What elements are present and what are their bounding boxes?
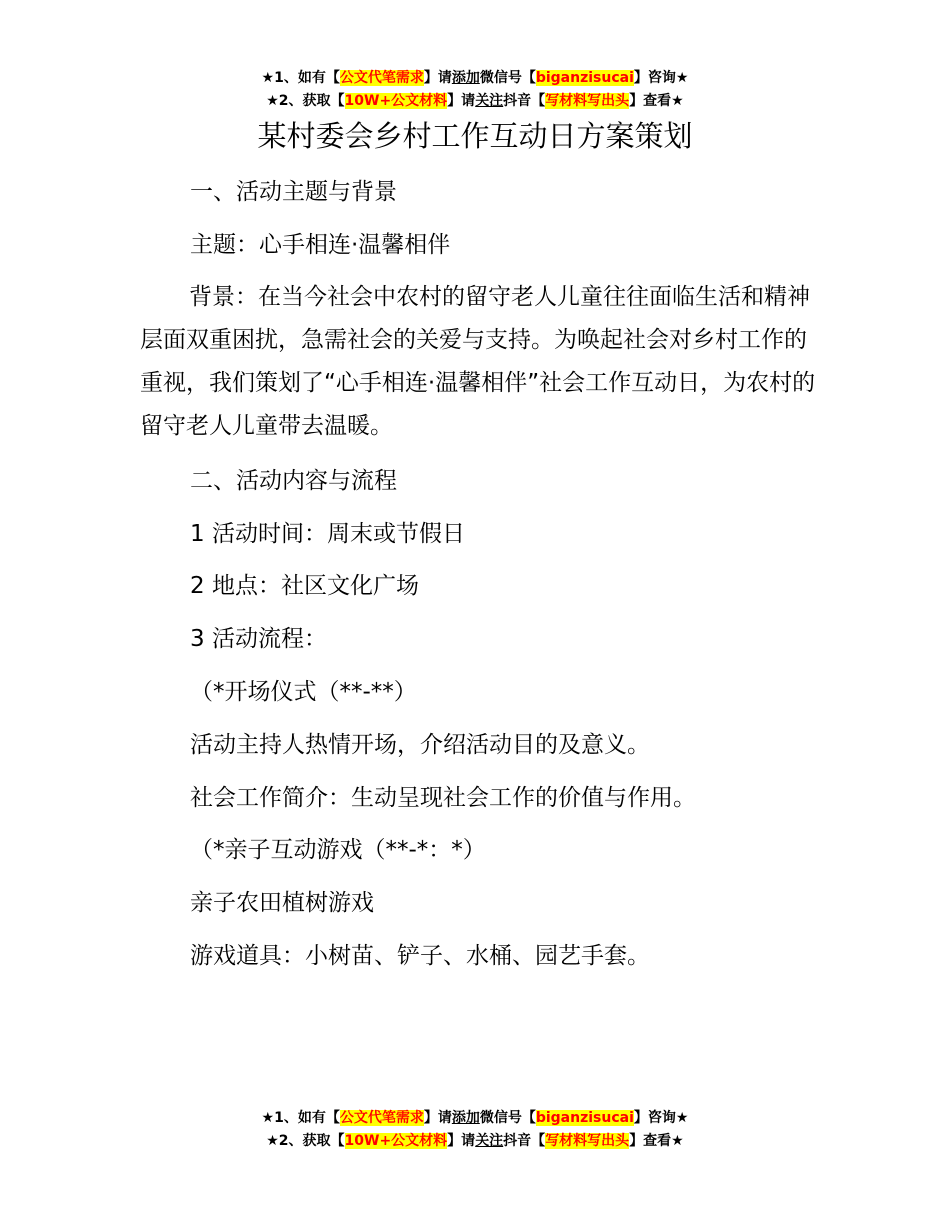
banner-line-2 xyxy=(0,1130,950,1153)
body-line: 游戏道具：小树苗、铲子、水桶、园艺手套。 xyxy=(190,943,650,969)
banner-text: 】请 xyxy=(423,1110,452,1126)
banner-text: ★2、获取【 xyxy=(266,93,345,109)
list-item: 1 活动时间：周末或节假日 xyxy=(190,521,465,547)
banner-text: 】请 xyxy=(447,1133,476,1149)
wechat-id: biganzisucai xyxy=(535,70,634,86)
banner-text: ★2、获取【 xyxy=(266,1133,345,1149)
wechat-id: biganzisucai xyxy=(535,1110,634,1126)
banner-text: 抖音【 xyxy=(503,93,546,109)
body-line: 亲子农田植树游戏 xyxy=(190,890,374,916)
background-paragraph-block xyxy=(140,276,820,448)
body-line: 社会工作简介：生动呈现社会工作的价值与作用。 xyxy=(190,785,696,811)
theme-line: 主题：心手相连·温馨相伴 xyxy=(190,232,451,258)
underlined-text: 添加 xyxy=(451,1110,480,1126)
underlined-text: 添加 xyxy=(451,70,480,86)
banner-text: 】咨询★ xyxy=(633,1110,689,1126)
highlight-text: 公文代笔需求 xyxy=(339,1110,424,1126)
subsection-heading: （*亲子互动游戏（**-*：*） xyxy=(190,837,486,863)
douyin-name: 写材料写出头 xyxy=(545,93,630,109)
background-paragraph: 背景：在当今社会中农村的留守老人儿童往往面临生活和精神层面双重困扰，急需社会的关爱与支持。为唤起社会对乡村工作的重视，我们策划了“心手相连·温馨相伴”社会工作互动日，为农村的留守老人儿童带去温暖。 xyxy=(140,284,816,439)
highlight-text: 公文代笔需求 xyxy=(339,70,424,86)
banner-text: 抖音【 xyxy=(503,1133,546,1149)
section-heading: 二、活动内容与流程 xyxy=(190,468,397,494)
subsection-heading: （*开场仪式（**-**） xyxy=(190,679,417,705)
banner-text: 】查看★ xyxy=(629,93,684,109)
banner-text: ★1、如有【 xyxy=(261,70,340,86)
banner-line-1 xyxy=(0,1107,950,1130)
banner-text: 】请 xyxy=(423,70,452,86)
header-banner xyxy=(0,67,950,113)
section-heading: 一、活动主题与背景 xyxy=(190,179,397,205)
banner-line-2 xyxy=(0,90,950,113)
list-item: 2 地点：社区文化广场 xyxy=(190,573,419,599)
footer-banner xyxy=(0,1107,950,1153)
document-title: 某村委会乡村工作互动日方案策划 xyxy=(257,119,693,153)
banner-text: 微信号【 xyxy=(479,70,536,86)
highlight-text: 10W+公文材料 xyxy=(344,1133,448,1149)
douyin-name: 写材料写出头 xyxy=(545,1133,630,1149)
banner-text: 】咨询★ xyxy=(633,70,689,86)
list-item: 3 活动流程： xyxy=(190,626,327,652)
banner-text: 】查看★ xyxy=(629,1133,684,1149)
underlined-text: 关注 xyxy=(475,1133,504,1149)
banner-text: 微信号【 xyxy=(479,1110,536,1126)
underlined-text: 关注 xyxy=(475,93,504,109)
banner-text: 】请 xyxy=(447,93,476,109)
banner-text: ★1、如有【 xyxy=(261,1110,340,1126)
highlight-text: 10W+公文材料 xyxy=(344,93,448,109)
body-line: 活动主持人热情开场，介绍活动目的及意义。 xyxy=(190,732,650,758)
banner-line-1 xyxy=(0,67,950,90)
